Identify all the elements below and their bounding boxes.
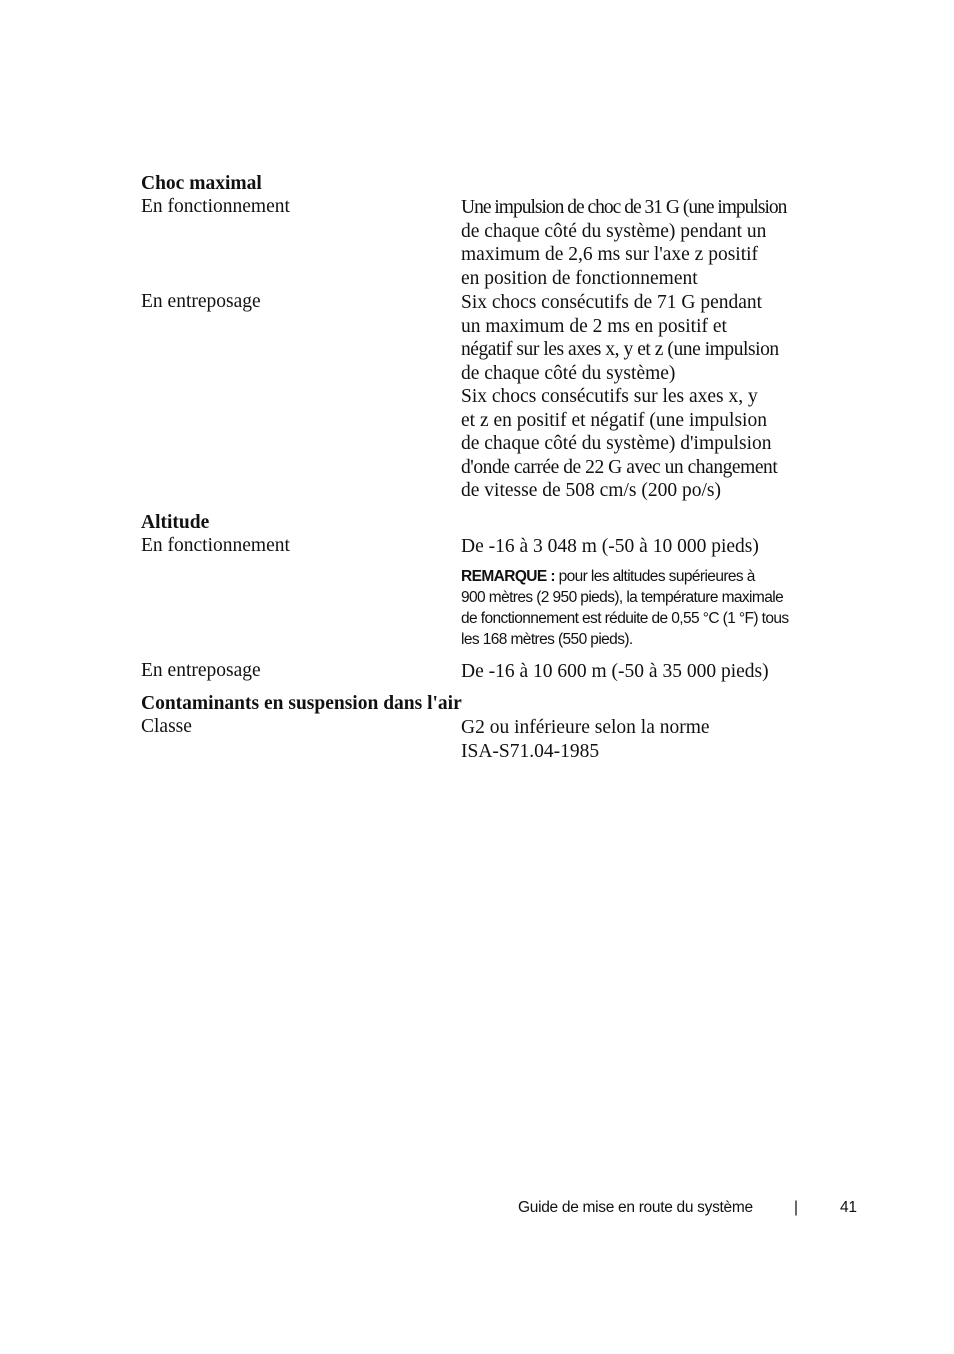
footer-title: Guide de mise en route du système: [518, 1199, 753, 1216]
row-value-choc-en-entreposage: [461, 291, 833, 503]
value-line: de vitesse de 508 cm/s (200 po/s): [461, 480, 721, 501]
note-remarque: [461, 566, 833, 650]
note-line: pour les altitudes supérieures à: [554, 568, 755, 585]
value-line: de chaque côté du système) d'impulsion: [461, 433, 772, 454]
value-line: Six chocs consécutifs de 71 G pendant: [461, 292, 763, 313]
value-line: un maximum de 2 ms en positif et: [461, 315, 727, 337]
note-line: les 168 mètres (550 pieds).: [461, 631, 633, 648]
value-line: Six chocs consécutifs sur les axes x, y: [461, 386, 758, 407]
value-line: Une impulsion de choc de 31 G (une impulsion: [461, 197, 787, 218]
footer-separator: |: [794, 1199, 798, 1216]
value-line: en position de fonctionnement: [461, 267, 698, 289]
value-line: De -16 à 10 600 m (-50 à 35 000 pieds): [461, 661, 769, 682]
note-line: 900 mètres (2 950 pieds), la température maximale: [461, 589, 784, 606]
row-value-altitude-en-fonctionnement: [461, 535, 833, 559]
note-label: REMARQUE :: [461, 568, 555, 585]
value-line: maximum de 2,6 ms sur l'axe z positif: [461, 244, 759, 265]
value-line: et z en positif et négatif (une impulsion: [461, 409, 767, 431]
row-value-choc-en-fonctionnement: [461, 196, 833, 290]
footer-page-number: 41: [840, 1199, 857, 1216]
section-title-altitude: Altitude: [141, 512, 210, 533]
row-label-classe: Classe: [141, 716, 192, 737]
value-line: de chaque côté du système): [461, 362, 676, 384]
row-label-choc-en-fonctionnement: En fonctionnement: [141, 196, 290, 217]
value-line: G2 ou inférieure selon la norme: [461, 717, 710, 738]
row-value-altitude-en-entreposage: [461, 660, 833, 684]
value-line: ISA-S71.04-1985: [461, 740, 600, 762]
value-line: d'onde carrée de 22 G avec un changement: [461, 456, 778, 478]
row-label-altitude-en-fonctionnement: En fonctionnement: [141, 535, 290, 556]
section-title-choc-maximal: Choc maximal: [141, 173, 262, 194]
section-title-contaminants: Contaminants en suspension dans l'air: [141, 693, 462, 714]
row-label-altitude-en-entreposage: En entreposage: [141, 660, 261, 681]
row-value-classe: [461, 716, 833, 763]
value-line: De -16 à 3 048 m (-50 à 10 000 pieds): [461, 536, 759, 557]
value-line: de chaque côté du système) pendant un: [461, 220, 767, 242]
row-label-choc-en-entreposage: En entreposage: [141, 291, 261, 312]
note-line: de fonctionnement est réduite de 0,55 °C (1 °F) tous: [461, 610, 789, 627]
value-line: négatif sur les axes x, y et z (une impulsion: [461, 339, 779, 360]
